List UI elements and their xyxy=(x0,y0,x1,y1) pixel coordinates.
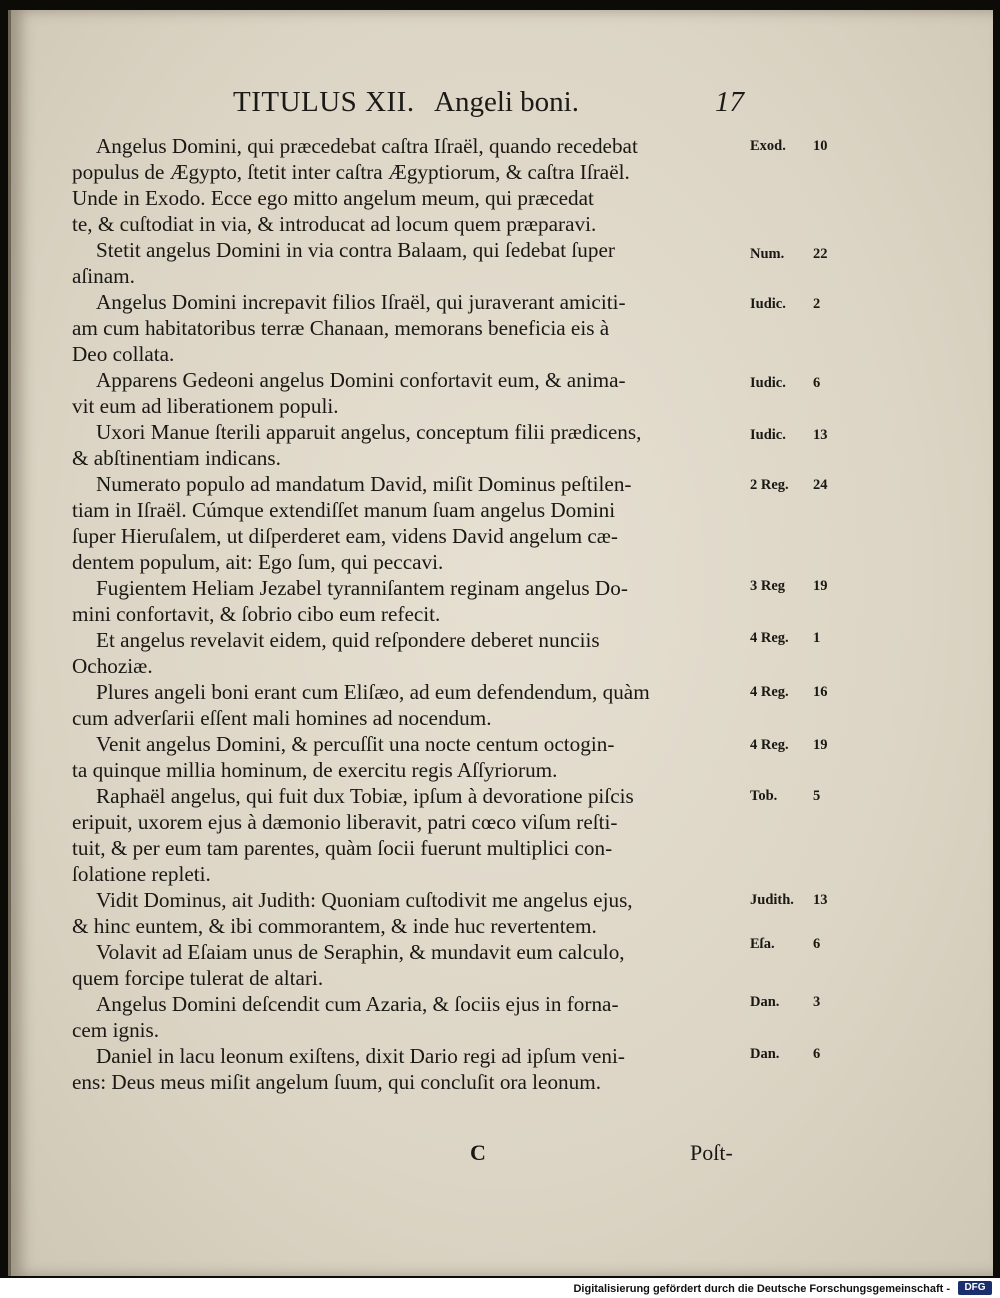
text-line: Raphaël angelus, qui fuit dux Tobiæ, ipſum à devoratione piſcis xyxy=(96,784,634,808)
margin-note-book: 3 Reg xyxy=(750,578,786,594)
text-line: Venit angelus Domini, & percuſſit una nocte centum octogin- xyxy=(96,732,615,756)
text-line: tuit, & per eum tam parentes, quàm ſocii fuerunt multiplici con- xyxy=(72,836,613,860)
margin-note-book: Iudic. xyxy=(750,375,786,391)
text-line: Stetit angelus Domini in via contra Balaam, qui ſedebat ſuper xyxy=(96,238,615,262)
text-line: Angelus Domini increpavit filios Iſraël, qui juraverant amiciti- xyxy=(96,290,626,314)
margin-note-chapter: 2 xyxy=(813,296,821,312)
text-line: cem ignis. xyxy=(72,1018,160,1042)
text-line: Fugientem Heliam Jezabel tyranniſantem reginam angelus Do- xyxy=(96,576,628,600)
margin-note-book: Iudic. xyxy=(750,296,786,312)
text-line: Ochoziæ. xyxy=(72,654,153,678)
text-line: Unde in Exodo. Ecce ego mitto angelum meum, qui præcedat xyxy=(72,186,594,210)
margin-note-chapter: 3 xyxy=(813,994,821,1010)
margin-note-chapter: 19 xyxy=(813,737,828,753)
text-line: aſinam. xyxy=(72,264,135,288)
text-line: te, & cuſtodiat in via, & introducat ad locum quem præparavi. xyxy=(72,212,597,236)
text-line: Deo collata. xyxy=(72,342,175,366)
text-line: populus de Ægypto, ſtetit inter caſtra Ægyptiorum, & caſtra Iſraël. xyxy=(72,160,630,184)
margin-note-book: 4 Reg. xyxy=(750,684,789,700)
text-line: Vidit Dominus, ait Judith: Quoniam cuſtodivit me angelus ejus, xyxy=(96,888,633,912)
text-line: ſolatione repleti. xyxy=(72,862,211,886)
text-line: ſuper Hieruſalem, ut diſperderet eam, videns David angelum cæ- xyxy=(72,524,618,548)
margin-note-book: 4 Reg. xyxy=(750,737,789,753)
margin-note-chapter: 13 xyxy=(813,427,828,443)
margin-note-chapter: 6 xyxy=(813,1046,821,1062)
margin-note-book: Dan. xyxy=(750,994,780,1010)
text-line: Angelus Domini, qui præcedebat caſtra Iſraël, quando recedebat xyxy=(96,134,638,158)
margin-note-book: Judith. xyxy=(750,892,794,908)
margin-note-book: 2 Reg. xyxy=(750,477,789,493)
text-line: am cum habitatoribus terræ Chanaan, memorans beneficia eis à xyxy=(72,316,610,340)
margin-note-chapter: 13 xyxy=(813,892,828,908)
funding-note: Digitalisierung gefördert durch die Deutsche Forschungsgemeinschaft - xyxy=(573,1283,950,1295)
page-number: 17 xyxy=(715,86,744,118)
text-line: & abſtinentiam indicans. xyxy=(72,446,281,470)
text-line: vit eum ad liberationem populi. xyxy=(72,394,339,418)
running-subtitle: Angeli boni. xyxy=(434,86,579,118)
text-line: eripuit, uxorem ejus à dæmonio liberavit, patri cœco viſum reſti- xyxy=(72,810,618,834)
text-line: & hinc euntem, & ibi commorantem, & inde huc revertentem. xyxy=(72,914,597,938)
margin-note-book: 4 Reg. xyxy=(750,630,789,646)
margin-note-chapter: 19 xyxy=(813,578,828,594)
text-line: Plures angeli boni erant cum Eliſæo, ad eum defendendum, quàm xyxy=(96,680,650,704)
running-title: TITULUS XII. xyxy=(233,86,415,118)
margin-note-book: Eſa. xyxy=(750,936,775,952)
text-line: Apparens Gedeoni angelus Domini confortavit eum, & anima- xyxy=(96,368,626,392)
text-line: dentem populum, ait: Ego ſum, qui peccavi. xyxy=(72,550,444,574)
margin-note-chapter: 6 xyxy=(813,936,821,952)
text-line: Uxori Manue ſterili apparuit angelus, conceptum filii prædicens, xyxy=(96,420,642,444)
text-line: Daniel in lacu leonum exiſtens, dixit Dario regi ad ipſum veni- xyxy=(96,1044,625,1068)
text-line: tiam in Iſraël. Cúmque extendiſſet manum ſuam angelus Domini xyxy=(72,498,616,522)
margin-note-chapter: 6 xyxy=(813,375,821,391)
margin-note-book: Tob. xyxy=(750,788,778,804)
text-line: Et angelus revelavit eidem, quid reſpondere deberet nunciis xyxy=(96,628,600,652)
text-line: Angelus Domini deſcendit cum Azaria, & ſociis ejus in forna- xyxy=(96,992,619,1016)
margin-note-book: Dan. xyxy=(750,1046,780,1062)
catchword: Poſt- xyxy=(690,1140,733,1165)
margin-note-chapter: 16 xyxy=(813,684,828,700)
text-line: cum adverſarii eſſent mali homines ad nocendum. xyxy=(72,706,492,730)
text-line: quem forcipe tulerat de altari. xyxy=(72,966,324,990)
text-line: Numerato populo ad mandatum David, miſit Dominus peſtilen- xyxy=(96,472,632,496)
text-line: ta quinque millia hominum, de exercitu regis Aſſyriorum. xyxy=(72,758,558,782)
margin-note-chapter: 5 xyxy=(813,788,821,804)
margin-note-book: Iudic. xyxy=(750,427,786,443)
signature-mark: C xyxy=(470,1140,486,1165)
margin-note-chapter: 1 xyxy=(813,630,821,646)
margin-note-chapter: 22 xyxy=(813,246,828,262)
text-line: ens: Deus meus miſit angelum ſuum, qui concluſit ora leonum. xyxy=(72,1070,602,1094)
text-line: Volavit ad Eſaiam unus de Seraphin, & mundavit eum calculo, xyxy=(96,940,625,964)
margin-note-chapter: 10 xyxy=(813,138,828,154)
margin-note-book: Exod. xyxy=(750,138,786,154)
margin-note-chapter: 24 xyxy=(813,477,828,493)
text-line: mini confortavit, & ſobrio cibo eum refecit. xyxy=(72,602,441,626)
margin-note-book: Num. xyxy=(750,246,785,262)
dfg-logo: DFG xyxy=(958,1281,992,1295)
